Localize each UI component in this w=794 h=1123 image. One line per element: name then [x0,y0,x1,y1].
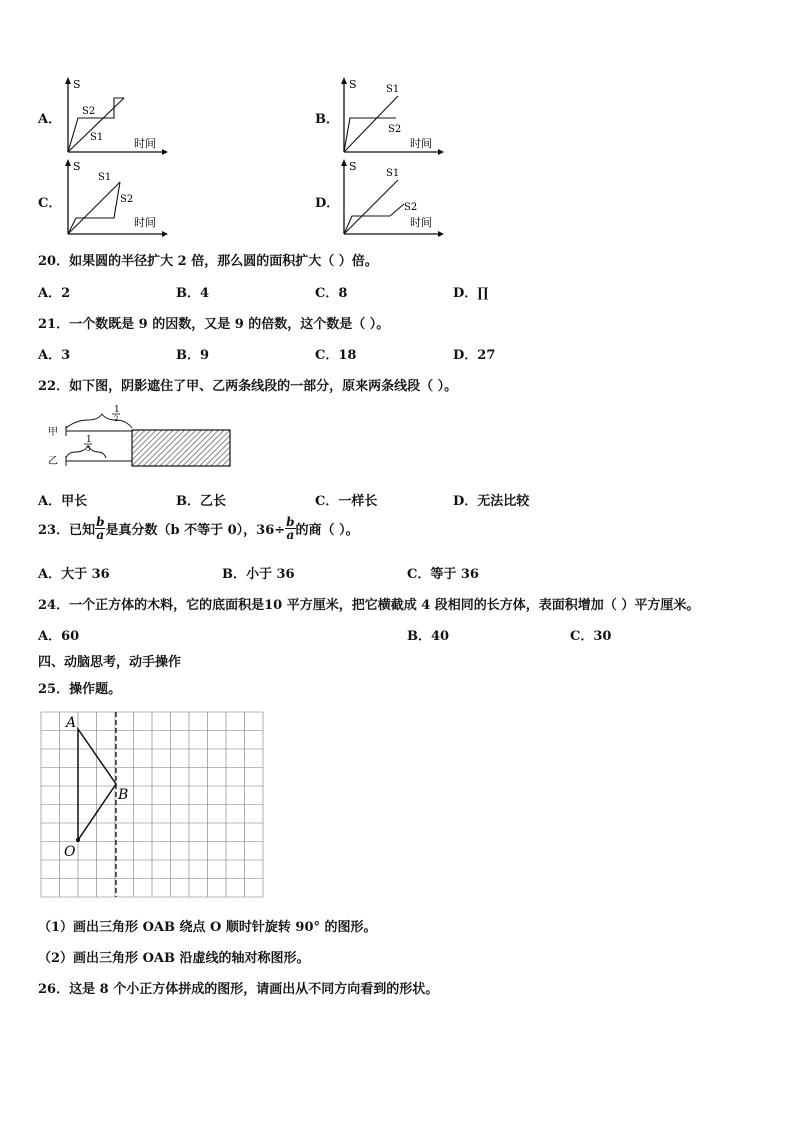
q19-option-d-letter: D． [315,196,340,211]
q21-option-c: C．18 [315,348,357,363]
q19-graph-b-s1: S1 [386,84,400,95]
q25-sub1: （1）画出三角形 OAB 绕点 O 顺时针旋转 90° 的图形。 [38,920,377,935]
q19-option-a-letter: A． [38,112,62,127]
q23-fraction-2 [285,516,295,541]
q21-option-d: D．27 [453,348,496,363]
q23-prefix: 23．已知 [38,523,96,538]
q23-fraction-2-denominator: a [286,528,295,542]
q24-option-c: C．30 [570,629,612,644]
q19-graph-b-s2: S2 [388,124,402,135]
q22-figure [46,404,246,470]
q21-option-a: A．3 [38,348,71,363]
q19-graph-a-s1: S1 [90,132,104,143]
q19-graph-d [334,158,444,240]
q24-option-b: B．40 [407,629,450,644]
q23-option-a: A．大于 36 [38,567,110,582]
q23-middle: 是真分数（b 不等于 0），36÷ [105,523,286,538]
q25-grid-figure [40,711,266,899]
q23-option-b: B．小于 36 [222,567,295,582]
q25-title: 25．操作题。 [38,682,122,697]
q23-fraction-1-numerator: b [96,515,105,529]
q22-label-jia: 甲 [48,427,58,438]
q25-label-b: B [118,787,129,803]
q23-fraction-2-numerator: b [286,515,295,529]
q25-label-o: O [64,844,76,860]
q19-graph-d-axis-y: S [349,160,357,173]
q22-frac-bot-n: 1 [86,435,92,445]
q19-graph-c [58,158,168,240]
q20-option-b: B．4 [176,286,210,301]
q26-text: 26．这是 8 个小正方体拼成的图形，请画出从不同方向看到的形状。 [38,982,439,997]
q20-option-a: A．2 [38,286,71,301]
q25-triangle-oab [78,729,116,840]
q23-option-c: C．等于 36 [407,567,479,582]
q24-text: 24．一个正方体的木料，它的底面积是10 平方厘米，把它横截成 4 段相同的长方体，表面积增加（ ）平方厘米。 [38,598,700,613]
q20-option-d: D．∏ [453,286,489,301]
q19-graph-d-s2: S2 [404,202,418,213]
q19-graph-a [58,76,168,156]
q19-graph-c-s2: S2 [120,194,134,205]
q20-text: 20．如果圆的半径扩大 2 倍，那么圆的面积扩大（ ）倍。 [38,254,378,269]
q19-graph-a-axis-x: 时间 [134,137,156,150]
q22-text: 22．如下图，阴影遮住了甲、乙两条线段的一部分，原来两条线段（ ）。 [38,379,458,394]
q19-option-b-letter: B． [315,112,339,127]
q19-graph-c-s1: S1 [98,172,112,183]
q19-graph-b-axis-x: 时间 [410,137,432,150]
q22-option-c: C．一样长 [315,494,378,509]
q25-sub2: （2）画出三角形 OAB 沿虚线的轴对称图形。 [38,951,310,966]
q22-frac-top-d: 2 [114,415,119,423]
q19-graph-b [334,76,444,156]
q19-graph-c-axis-x: 时间 [134,216,156,229]
q19-graph-c-axis-y: S [73,160,81,173]
q19-graph-b-axis-y: S [349,78,357,91]
q21-option-b: B．9 [176,348,210,363]
q20-option-c: C．8 [315,286,348,301]
q19-graph-a-s2: S2 [82,106,96,117]
q23-suffix: 的商（ ）。 [295,523,359,538]
section4-title: 四、动脑思考，动手操作 [38,655,182,670]
q23-line [38,516,359,541]
q24-option-a: A．60 [38,629,80,644]
q19-option-c-letter: C． [38,196,62,211]
q19-graph-a-axis-y: S [73,78,81,91]
q22-option-d: D．无法比较 [453,494,530,509]
q22-frac-bot-d: 3 [86,445,91,453]
q23-fraction-1-denominator: a [96,528,105,542]
q25-label-a: A [66,715,77,731]
q22-frac-top-n: 1 [114,405,120,415]
q21-text: 21．一个数既是 9 的因数，又是 9 的倍数，这个数是（ ）。 [38,317,390,332]
q22-option-a: A．甲长 [38,494,88,509]
q19-graph-d-axis-x: 时间 [410,216,432,229]
q19-graph-d-s1: S1 [386,168,400,179]
q22-label-yi: 乙 [48,456,58,467]
q23-fraction-1 [95,516,105,541]
q22-option-b: B．乙长 [176,494,226,509]
